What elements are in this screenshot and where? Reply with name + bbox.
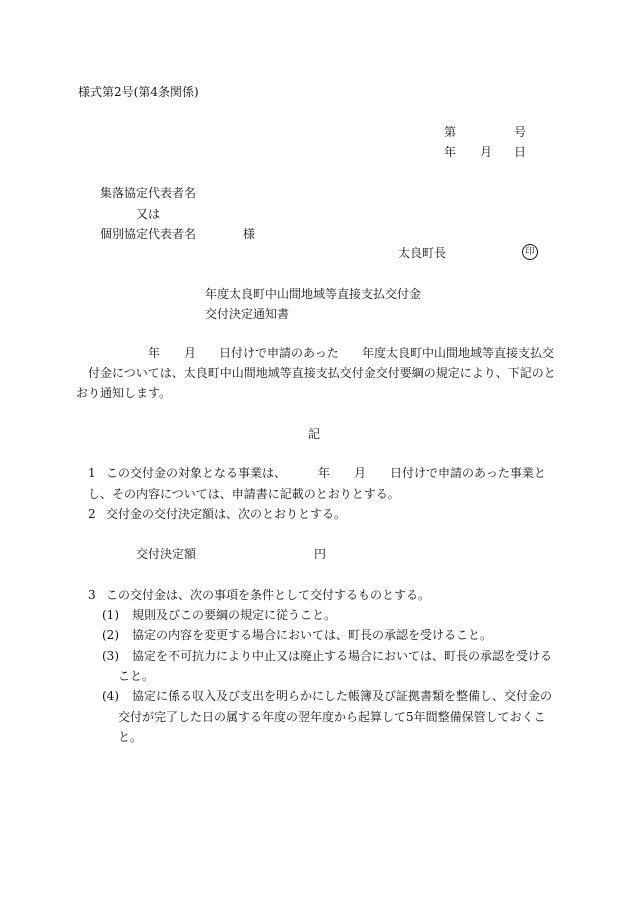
intro-text1: 日付けで申請のあった: [219, 346, 339, 360]
sub3-line1: 協定を不可抗力により中止又は廃止する場合においては、町長の承認を受ける: [132, 649, 553, 663]
addressee-line2: 又は: [136, 207, 161, 221]
doc-number-dai: 第: [444, 125, 457, 139]
ki-label: 記: [308, 427, 321, 441]
sub3-line2: こと。: [118, 669, 155, 683]
doc-number-go: 号: [514, 125, 527, 139]
sub4-num: (4): [102, 689, 119, 703]
sub2-num: (2): [102, 628, 119, 642]
intro-text2: 年度太良町中山間地域等直接支払交: [362, 346, 555, 360]
seal-mark: 印: [522, 244, 538, 260]
item3-text: この交付金は、次の事項を条件として交付するものとする。: [106, 588, 431, 602]
amount-unit: 円: [314, 547, 327, 561]
item1-nen: 年: [318, 466, 331, 480]
intro-line2: 付金については、太良町中山間地域等直接支払交付金交付要綱の規定により、下記のと: [88, 366, 556, 380]
addressee-line1: 集落協定代表者名: [100, 186, 197, 200]
item1-line2: し、その内容については、申請書に記載のとおりとする。: [88, 487, 400, 501]
item1-num: 1: [88, 466, 96, 480]
date-day: 日: [514, 145, 527, 159]
sub4-line3: と。: [118, 730, 143, 744]
amount-label: 交付決定額: [136, 547, 197, 561]
sub4-line1: 協定に係る収入及び支出を明らかにした帳簿及び証拠書類を整備し、交付金の: [132, 689, 553, 703]
addressee-honorific: 様: [243, 227, 256, 241]
addressee-line3: 個別協定代表者名: [100, 227, 197, 241]
heading-line2: 交付決定通知書: [205, 307, 290, 321]
sub1-num: (1): [102, 608, 119, 622]
heading-line1: 年度太良町中山間地域等直接支払交付金: [205, 287, 422, 301]
issuer-title: 太良町長: [398, 246, 447, 260]
intro-nen: 年: [148, 346, 161, 360]
date-year: 年: [444, 145, 457, 159]
item1-tsuki: 月: [354, 466, 367, 480]
sub4-line2: 交付が完了した日の属する年度の翌年度から起算して5年間整備保管しておくこ: [118, 710, 546, 724]
intro-line3: おり通知します。: [76, 386, 172, 400]
item3-num: 3: [88, 588, 96, 602]
date-month: 月: [480, 145, 493, 159]
item1-text2: 日付けで申請のあった事業と: [390, 466, 546, 480]
form-label: 様式第2号(第4条関係): [78, 85, 199, 99]
item2-text: 交付金の交付決定額は、次のとおりとする。: [106, 507, 347, 521]
item2-num: 2: [88, 507, 96, 521]
sub3-num: (3): [102, 649, 119, 663]
item1-text1: この交付金の対象となる事業は、: [106, 466, 287, 480]
sub2-line1: 協定の内容を変更する場合においては、町長の承認を受けること。: [132, 628, 493, 642]
intro-tsuki: 月: [184, 346, 197, 360]
sub1-line1: 規則及びこの要綱の規定に従うこと。: [132, 608, 337, 622]
